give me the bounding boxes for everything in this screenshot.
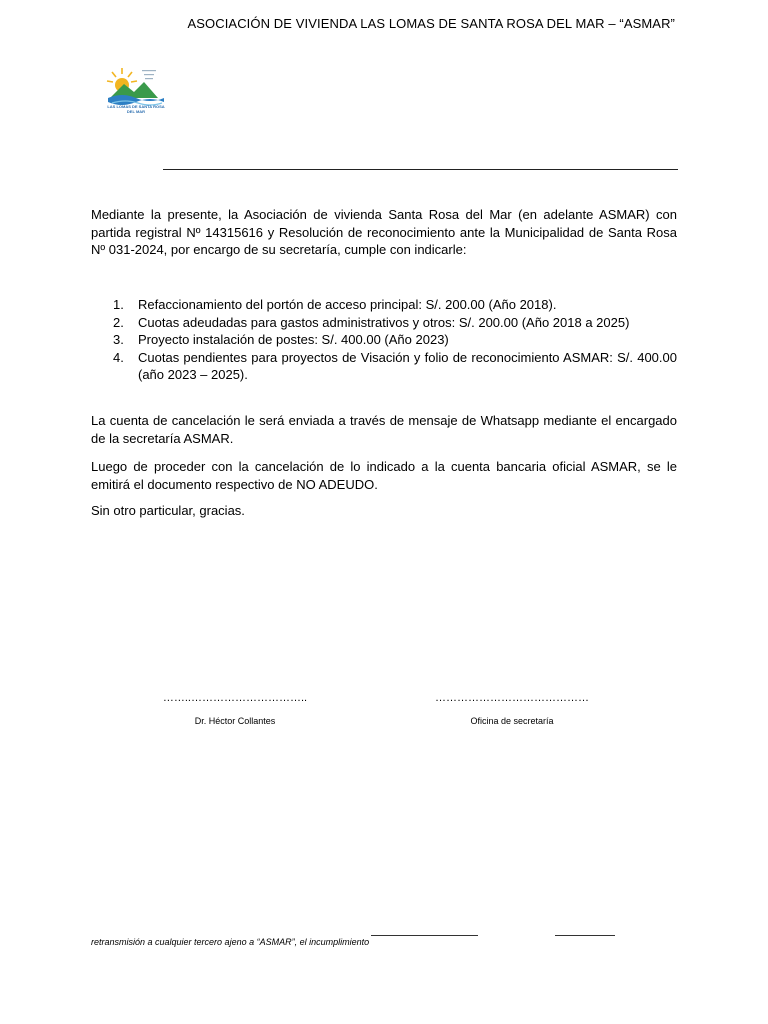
list-item — [91, 349, 677, 384]
footer-rule-left — [371, 935, 478, 936]
list-item-number: 2. — [113, 314, 124, 330]
list-item-number: 1. — [113, 297, 124, 312]
list-item — [91, 314, 677, 332]
list-item-text: Proyecto instalación de postes: S/. 400.00 (Año 2023) — [138, 332, 449, 348]
signature-line: ……..………………………….. — [162, 692, 308, 704]
signature-line: …………………………………… — [435, 692, 589, 704]
cancellation-paragraph: Luego de proceder con la cancelación de lo indicado a la cuenta bancaria oficial ASMAR, se le emitirá el documento respectivo de NO ADEUDO. — [91, 459, 677, 492]
list-item-number: 4. — [113, 349, 124, 365]
signature-block-right — [422, 692, 602, 726]
list-item-text: Cuotas pendientes para proyectos de Visación y folio de reconocimiento ASMAR: S/. 400.00 (año 2023 – 2025). — [138, 349, 677, 383]
list-item — [91, 296, 677, 314]
footer-note: retransmisión a cualquier tercero ajeno a “ASMAR”, el incumplimiento — [91, 937, 370, 947]
list-item-text: Refaccionamiento del portón de acceso principal: S/. 200.00 (Año 2018). — [138, 297, 557, 312]
charges-list — [91, 296, 677, 384]
signatory-name: Dr. Héctor Collantes — [194, 716, 276, 726]
signatory-office: Oficina de secretaría — [470, 716, 554, 726]
header-divider — [163, 169, 678, 170]
intro-paragraph: Mediante la presente, la Asociación de vivienda Santa Rosa del Mar (en adelante ASMAR) con partida registral Nº 14315616 y Resolución de reconocimiento ante la Municipalidad de Santa Rosa Nº 031-2024, por encargo de su secretaría, cumple con indicarle: — [91, 207, 677, 258]
list-item-text: Cuotas adeudadas para gastos administrativos y otros: S/. 200.00 (Año 2018 a 2025) — [138, 314, 630, 330]
list-item-number: 3. — [113, 332, 124, 348]
list-item — [91, 331, 677, 349]
whatsapp-paragraph: La cuenta de cancelación le será enviada a través de mensaje de Whatsapp mediante el encargado de la secretaría ASMAR. — [91, 413, 677, 446]
association-header-title: ASOCIACIÓN DE VIVIENDA LAS LOMAS DE SANTA ROSA DEL MAR – “ASMAR” — [187, 16, 675, 31]
closing-line: Sin otro particular, gracias. — [91, 503, 245, 518]
footer-rule-right — [555, 935, 615, 936]
signature-block-left — [145, 692, 325, 726]
logo-caption: LAS LOMAS DE SANTA ROSA DEL MAR — [107, 104, 165, 114]
